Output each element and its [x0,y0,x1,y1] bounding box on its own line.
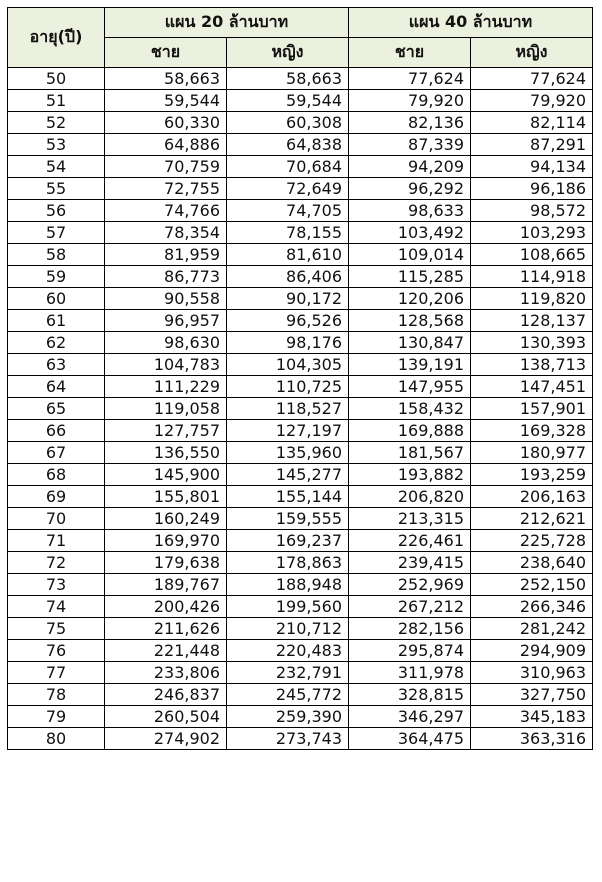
plan-20-female-cell: 155,144 [227,486,349,508]
table-row [8,332,593,354]
age-cell: 50 [8,68,105,90]
plan-40-male-cell: 128,568 [349,310,471,332]
plan-40-female-cell: 98,572 [471,200,593,222]
plan-40-male-cell: 139,191 [349,354,471,376]
plan-20-female-cell: 259,390 [227,706,349,728]
plan-20-male-cell: 78,354 [105,222,227,244]
plan-40-female-cell: 77,624 [471,68,593,90]
table-row [8,420,593,442]
table-row [8,706,593,728]
plan-40-female-cell: 94,134 [471,156,593,178]
plan-20-male-cell: 200,426 [105,596,227,618]
table-row [8,156,593,178]
plan-40-male-cell: 79,920 [349,90,471,112]
age-column-header: อายุ(ปี) [8,8,105,68]
plan-40-male-cell: 328,815 [349,684,471,706]
plan-20-female-cell: 169,237 [227,530,349,552]
table-row [8,266,593,288]
age-cell: 57 [8,222,105,244]
table-row [8,618,593,640]
table-row [8,200,593,222]
plan-20-male-cell: 86,773 [105,266,227,288]
age-cell: 66 [8,420,105,442]
plan-40-male-cell: 96,292 [349,178,471,200]
premium-table [7,7,593,750]
plan-40-female-cell: 157,901 [471,398,593,420]
plan-20-female-cell: 145,277 [227,464,349,486]
plan-20-female-cell: 118,527 [227,398,349,420]
table-row [8,486,593,508]
table-row [8,134,593,156]
plan-20-male-cell: 136,550 [105,442,227,464]
age-cell: 51 [8,90,105,112]
age-cell: 68 [8,464,105,486]
plan-20-female-cell: 127,197 [227,420,349,442]
plan-40-male-cell: 169,888 [349,420,471,442]
plan-40-female-cell: 128,137 [471,310,593,332]
age-cell: 56 [8,200,105,222]
plan-40-female-cell: 363,316 [471,728,593,750]
plan-20-female-cell: 59,544 [227,90,349,112]
plan-40-female-cell: 193,259 [471,464,593,486]
plan-20-male-cell: 211,626 [105,618,227,640]
plan-20-female-cell: 178,863 [227,552,349,574]
plan-40-female-cell: 103,293 [471,222,593,244]
table-row [8,552,593,574]
plan-20-male-cell: 127,757 [105,420,227,442]
plan-40-male-cell: 364,475 [349,728,471,750]
plan-20-female-cell: 60,308 [227,112,349,134]
plan-40-male-cell: 226,461 [349,530,471,552]
table-row [8,442,593,464]
plan-40-male-cell: 77,624 [349,68,471,90]
plan-40-female-cell: 281,242 [471,618,593,640]
plan-40-female-cell: 87,291 [471,134,593,156]
plan-20-male-cell: 104,783 [105,354,227,376]
plan-40-male-cell: 115,285 [349,266,471,288]
age-cell: 71 [8,530,105,552]
table-row [8,684,593,706]
age-cell: 62 [8,332,105,354]
table-row [8,728,593,750]
plan-20-male-cell: 70,759 [105,156,227,178]
plan-20-male-cell: 145,900 [105,464,227,486]
plan-20-female-cell: 220,483 [227,640,349,662]
plan-40-female-cell: 266,346 [471,596,593,618]
table-row [8,464,593,486]
plan-40-male-cell: 109,014 [349,244,471,266]
plan-20-male-cell: 96,957 [105,310,227,332]
age-cell: 80 [8,728,105,750]
age-cell: 76 [8,640,105,662]
table-row [8,112,593,134]
plan-20-male-cell: 72,755 [105,178,227,200]
plan-40-male-cell: 130,847 [349,332,471,354]
table-row [8,574,593,596]
plan-20-male-cell: 90,558 [105,288,227,310]
plan-20-male-cell: 246,837 [105,684,227,706]
plan-40-female-cell: 310,963 [471,662,593,684]
age-cell: 60 [8,288,105,310]
plan-20-male-cell: 98,630 [105,332,227,354]
plan-20-male-cell: 74,766 [105,200,227,222]
age-cell: 63 [8,354,105,376]
age-cell: 72 [8,552,105,574]
plan-40-male-cell: 87,339 [349,134,471,156]
age-cell: 64 [8,376,105,398]
plan-20-female-cell: 78,155 [227,222,349,244]
plan-20-male-cell: 233,806 [105,662,227,684]
age-cell: 54 [8,156,105,178]
plan-20-male-cell: 260,504 [105,706,227,728]
plan-40-female-cell: 114,918 [471,266,593,288]
plan-20-female-cell: 245,772 [227,684,349,706]
plan-40-female-cell: 252,150 [471,574,593,596]
plan-20-male-cell: 169,970 [105,530,227,552]
table-row [8,640,593,662]
age-cell: 69 [8,486,105,508]
plan-20-male-cell: 179,638 [105,552,227,574]
plan-40-female-cell: 345,183 [471,706,593,728]
age-cell: 73 [8,574,105,596]
plan-40-female-cell: 138,713 [471,354,593,376]
age-cell: 59 [8,266,105,288]
plan-20-male-cell: 58,663 [105,68,227,90]
age-cell: 74 [8,596,105,618]
plan-20-female-cell: 64,838 [227,134,349,156]
plan-40-female-cell: 82,114 [471,112,593,134]
plan-20-male-cell: 160,249 [105,508,227,530]
plan-40-male-cell: 94,209 [349,156,471,178]
age-cell: 79 [8,706,105,728]
plan-40-header: แผน 40 ล้านบาท [349,8,593,38]
plan-20-female-header: หญิง [227,38,349,68]
plan-20-male-header: ชาย [105,38,227,68]
table-header [8,8,593,68]
plan-40-male-cell: 295,874 [349,640,471,662]
plan-20-female-cell: 90,172 [227,288,349,310]
plan-40-female-cell: 327,750 [471,684,593,706]
plan-40-male-cell: 282,156 [349,618,471,640]
age-cell: 53 [8,134,105,156]
plan-40-female-cell: 212,621 [471,508,593,530]
plan-20-male-cell: 81,959 [105,244,227,266]
plan-40-female-cell: 130,393 [471,332,593,354]
plan-40-female-cell: 225,728 [471,530,593,552]
plan-20-female-cell: 159,555 [227,508,349,530]
plan-20-male-cell: 59,544 [105,90,227,112]
plan-20-female-cell: 96,526 [227,310,349,332]
plan-40-female-cell: 294,909 [471,640,593,662]
plan-20-male-cell: 274,902 [105,728,227,750]
table-row [8,68,593,90]
plan-20-female-cell: 188,948 [227,574,349,596]
plan-40-male-cell: 103,492 [349,222,471,244]
plan-40-male-cell: 147,955 [349,376,471,398]
age-cell: 65 [8,398,105,420]
age-cell: 70 [8,508,105,530]
plan-40-female-cell: 206,163 [471,486,593,508]
table-row [8,662,593,684]
table-row [8,178,593,200]
plan-40-male-cell: 213,315 [349,508,471,530]
plan-20-male-cell: 155,801 [105,486,227,508]
plan-20-female-cell: 74,705 [227,200,349,222]
plan-40-male-cell: 206,820 [349,486,471,508]
age-cell: 75 [8,618,105,640]
plan-20-female-cell: 104,305 [227,354,349,376]
age-cell: 67 [8,442,105,464]
premium-table-container [7,7,593,750]
age-cell: 52 [8,112,105,134]
table-body [8,68,593,750]
plan-20-male-cell: 111,229 [105,376,227,398]
plan-40-male-cell: 158,432 [349,398,471,420]
plan-40-female-cell: 238,640 [471,552,593,574]
table-row [8,90,593,112]
age-cell: 58 [8,244,105,266]
plan-40-male-cell: 252,969 [349,574,471,596]
plan-40-female-header: หญิง [471,38,593,68]
table-row [8,508,593,530]
plan-40-male-cell: 239,415 [349,552,471,574]
age-cell: 55 [8,178,105,200]
plan-20-female-cell: 273,743 [227,728,349,750]
plan-40-male-cell: 267,212 [349,596,471,618]
plan-40-male-cell: 98,633 [349,200,471,222]
plan-40-male-cell: 120,206 [349,288,471,310]
plan-40-female-cell: 79,920 [471,90,593,112]
table-row [8,530,593,552]
plan-20-male-cell: 64,886 [105,134,227,156]
plan-20-male-cell: 60,330 [105,112,227,134]
plan-20-female-cell: 232,791 [227,662,349,684]
plan-20-male-cell: 221,448 [105,640,227,662]
table-row [8,288,593,310]
plan-20-female-cell: 72,649 [227,178,349,200]
plan-20-female-cell: 86,406 [227,266,349,288]
plan-20-header: แผน 20 ล้านบาท [105,8,349,38]
plan-20-female-cell: 81,610 [227,244,349,266]
table-row [8,596,593,618]
table-row [8,222,593,244]
plan-20-male-cell: 119,058 [105,398,227,420]
plan-40-male-cell: 311,978 [349,662,471,684]
table-row [8,354,593,376]
plan-20-female-cell: 110,725 [227,376,349,398]
plan-20-male-cell: 189,767 [105,574,227,596]
plan-40-female-cell: 169,328 [471,420,593,442]
plan-40-female-cell: 180,977 [471,442,593,464]
plan-40-male-cell: 193,882 [349,464,471,486]
plan-40-female-cell: 119,820 [471,288,593,310]
plan-40-female-cell: 96,186 [471,178,593,200]
plan-20-female-cell: 199,560 [227,596,349,618]
plan-20-female-cell: 98,176 [227,332,349,354]
plan-40-male-cell: 82,136 [349,112,471,134]
plan-40-female-cell: 108,665 [471,244,593,266]
plan-40-female-cell: 147,451 [471,376,593,398]
plan-20-female-cell: 210,712 [227,618,349,640]
table-row [8,310,593,332]
table-row [8,244,593,266]
plan-20-female-cell: 135,960 [227,442,349,464]
plan-20-female-cell: 58,663 [227,68,349,90]
plan-40-male-header: ชาย [349,38,471,68]
plan-40-male-cell: 181,567 [349,442,471,464]
table-row [8,376,593,398]
table-row [8,398,593,420]
age-cell: 78 [8,684,105,706]
age-cell: 61 [8,310,105,332]
age-cell: 77 [8,662,105,684]
plan-20-female-cell: 70,684 [227,156,349,178]
plan-40-male-cell: 346,297 [349,706,471,728]
